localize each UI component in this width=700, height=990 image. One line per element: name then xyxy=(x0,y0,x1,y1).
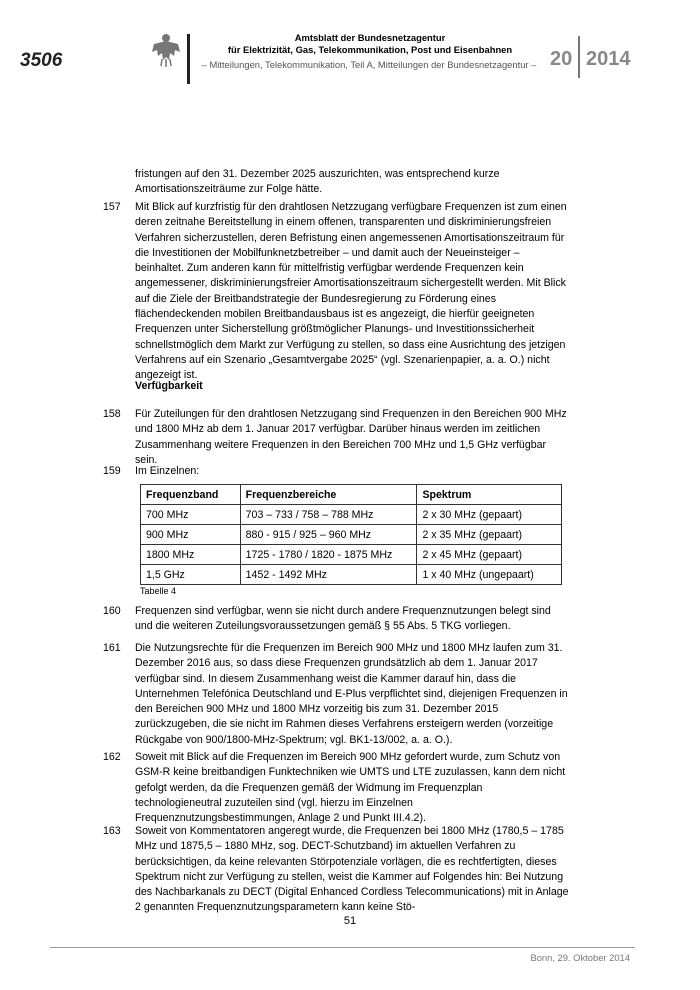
issue-number: 20 xyxy=(550,48,573,70)
paragraph-text: Soweit von Kommentatoren angeregt wurde, die Frequenzen bei 1800 MHz (1780,5 – 1785 MHz und 1875,5 – 1880 MHz, sog. DECT-Schutzband) im aktuellen Verfahren zu berücksichtigen, da keine relevanten Störpotenziale vorlägen, die es rechtfertigten, dieses Spektrum nicht zur Verfügung zu stellen, weist die Kammer auf Folgendes hin: Bei Nutzung des Nachbarkanals zu DECT (Digital Enhanced Cordless Telecommunications) mit in Anlage 2 genannten Frequenznutzungsparametern kann keine Stö- xyxy=(135,825,569,914)
table-header-cell: Frequenzband xyxy=(141,485,241,505)
paragraph-continuation: fristungen auf den 31. Dezember 2025 auszurichten, was entsprechend kurze Amortisationszeiträume zur Folge hätte. xyxy=(135,168,500,196)
paragraph-number: 159 xyxy=(103,465,121,477)
paragraph-number: 158 xyxy=(103,408,121,420)
table-row xyxy=(141,525,562,545)
table-cell: 2 x 35 MHz (gepaart) xyxy=(417,525,562,545)
table-cell: 1800 MHz xyxy=(141,545,241,565)
table-cell: 2 x 30 MHz (gepaart) xyxy=(417,505,562,525)
journal-title: Amtsblatt der Bundesnetzagentur xyxy=(294,32,446,43)
table-cell: 900 MHz xyxy=(141,525,241,545)
table-row xyxy=(141,505,562,525)
issue-divider xyxy=(578,36,580,78)
table-cell: 2 x 45 MHz (gepaart) xyxy=(417,545,562,565)
table-cell: 703 – 733 / 758 – 788 MHz xyxy=(240,505,417,525)
section-heading: Verfügbarkeit xyxy=(135,380,203,392)
table-header-row xyxy=(141,485,562,505)
paragraph-number: 161 xyxy=(103,642,121,654)
table-cell: 1725 - 1780 / 1820 - 1875 MHz xyxy=(240,545,417,565)
footer-date: Bonn, 29. Oktober 2014 xyxy=(530,952,630,963)
journal-subtitle: für Elektrizität, Gas, Telekommunikation, Post und Eisenbahnen xyxy=(227,44,513,55)
paragraph-text: Soweit mit Blick auf die Frequenzen im Bereich 900 MHz gefordert wurde, zum Schutz von GSM-R keine breitbandigen Funktechniken wie UMTS und LTE zuzulassen, kann dem nicht gefolgt werden, da die Frequenzen gemäß der Widmung im Frequenzplan technologieneutral zuzuteilen sind (vgl. hierzu im Einzelnen Frequenznutzungsbestimmungen, Anlage 2 und Punkt III.4.2). xyxy=(135,751,566,825)
table-row xyxy=(141,545,562,565)
paragraph-text: Frequenzen sind verfügbar, wenn sie nicht durch andere Frequenznutzungen belegt sind und die weiteren Zuteilungsvoraussetzungen gemäß § 55 Abs. 5 TKG vorliegen. xyxy=(135,605,551,633)
paragraph-text: Im Einzelnen: xyxy=(135,465,200,477)
paragraph-text: Die Nutzungsrechte für die Frequenzen im Bereich 900 MHz und 1800 MHz laufen zum 31. Dezember 2016 aus, so dass diese Frequenzen grundsätzlich ab dem 1. Januar 2017 verfügbar sind. In diesem Zusammenhang weist die Kammer darauf hin, dass die Unternehmen Telefónica Deutschland und E-Plus verpflichtet sind, diejenigen Frequenzen in den Bereichen 900 MHz und 1800 MHz vorzeitig bis zum 31. Dezember 2015 zurückzugeben, die sie nicht im Rahmen dieses Verfahrens ersteigern werden (vorzeitige Rückgabe von 900/1800-MHz-Spektrum; vgl. BK1-13/002, a. a. O.). xyxy=(135,642,568,746)
table-cell: 880 - 915 / 925 – 960 MHz xyxy=(240,525,417,545)
table-row xyxy=(141,565,562,585)
federal-eagle-logo xyxy=(151,32,181,68)
table-header-cell: Spektrum xyxy=(417,485,562,505)
table-cell: 1 x 40 MHz (ungepaart) xyxy=(417,565,562,585)
paragraph-text: Mit Blick auf kurzfristig für den drahtlosen Netzzugang verfügbare Frequenzen ist zum einen deren zeitnahe Bereitstellung in einem offenen, transparenten und diskriminierungsfreien Verfahren sicherzustellen, deren Befristung einen angemessenen Amortisationszeitraum für die Investitionen der Mobilfunknetzbetreiber – und damit auch der Neueinsteiger – beinhaltet. Zum anderen kann für mittelfristig verfügbar werdende Frequenzen kein angemessener, diskriminierungsfreier Amortisationszeitraum sichergestellt werden. Mit Blick auf die Ziele der Breitbandstrategie der Bundesregierung zu Förderung eines flächendeckenden mobilen Breitbandausbaus ist es angezeigt, die hierfür geeigneten Frequenzen unter Sicherstellung größtmöglicher Planungs- und Investitionssicherheit schnellstmöglich dem Markt zur Verfügung zu stellen, so dass eine Ausrichtung des jetzigen Verfahrens auf ein Szenario „Gesamtvergabe 2025“ (vgl. Szenarienpapier, a. a. O.) nicht angezeigt ist. xyxy=(135,201,567,382)
footer-divider xyxy=(50,947,635,948)
issue-year: 2014 xyxy=(586,48,631,70)
table-cell: 1452 - 1492 MHz xyxy=(240,565,417,585)
section-subtitle: – Mitteilungen, Telekommunikation, Teil A, Mitteilungen der Bundesnetzagentur – xyxy=(201,59,537,70)
table-cell: 700 MHz xyxy=(141,505,241,525)
footer-page-number: 51 xyxy=(343,915,357,927)
paragraph-number: 162 xyxy=(103,751,121,763)
paragraph-number: 163 xyxy=(103,825,121,837)
paragraph-number: 160 xyxy=(103,605,121,617)
table-cell: 1,5 GHz xyxy=(141,565,241,585)
paragraph-number: 157 xyxy=(103,201,121,213)
table-header-cell: Frequenzbereiche xyxy=(240,485,417,505)
page-number: 3506 xyxy=(20,50,63,71)
table-caption: Tabelle 4 xyxy=(140,586,177,596)
frequency-table xyxy=(140,484,562,585)
paragraph-text: Für Zuteilungen für den drahtlosen Netzzugang sind Frequenzen in den Bereichen 900 MHz und 1800 MHz ab dem 1. Januar 2017 verfügbar. Darüber hinaus werden im zeitlichen Zusammenhang weitere Frequenzen in den Bereichen 700 MHz und 1,5 GHz verfügbar sein. xyxy=(135,408,567,466)
